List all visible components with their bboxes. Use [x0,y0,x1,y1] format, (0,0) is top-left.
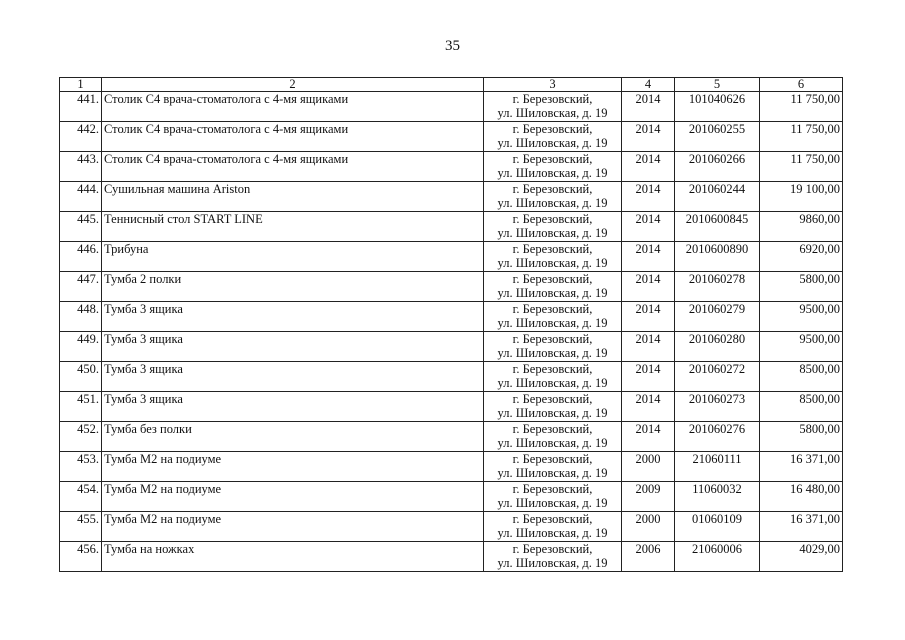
item-name: Сушильная машина Ariston [102,182,484,212]
inventory-number: 2010600845 [675,212,760,242]
address-street: ул. Шиловская, д. 19 [497,406,608,420]
row-number: 443. [60,152,102,182]
address-street: ул. Шиловская, д. 19 [497,286,608,300]
item-year: 2009 [622,482,675,512]
address-street: ул. Шиловская, д. 19 [497,196,608,210]
item-cost: 5800,00 [760,272,843,302]
address-street: ул. Шиловская, д. 19 [497,106,608,120]
address-city: г. Березовский, [512,392,593,406]
inventory-number: 201060272 [675,362,760,392]
item-address [484,152,622,182]
column-header-5: 5 [675,78,760,92]
address-city: г. Березовский, [512,152,593,166]
table-row [60,152,843,182]
row-number: 446. [60,242,102,272]
item-cost: 4029,00 [760,542,843,572]
item-address [484,482,622,512]
column-header-1: 1 [60,78,102,92]
item-cost: 8500,00 [760,392,843,422]
item-name: Столик С4 врача-стоматолога с 4-мя ящиками [102,152,484,182]
table-row [60,242,843,272]
inventory-number: 201060266 [675,152,760,182]
item-address [484,182,622,212]
table-body [60,92,843,572]
item-year: 2014 [622,212,675,242]
item-address [484,92,622,122]
address-city: г. Березовский, [512,542,593,556]
item-cost: 8500,00 [760,362,843,392]
item-name: Столик С4 врача-стоматолога с 4-мя ящиками [102,122,484,152]
table-row [60,272,843,302]
item-year: 2014 [622,122,675,152]
column-header-3: 3 [484,78,622,92]
header-row [60,78,843,92]
item-year: 2014 [622,92,675,122]
address-city: г. Березовский, [512,212,593,226]
inventory-number: 201060280 [675,332,760,362]
table-row [60,122,843,152]
address-street: ул. Шиловская, д. 19 [497,436,608,450]
item-cost: 11 750,00 [760,92,843,122]
table-header [60,78,843,92]
item-name: Трибуна [102,242,484,272]
address-street: ул. Шиловская, д. 19 [497,226,608,240]
table-row [60,332,843,362]
inventory-number: 201060278 [675,272,760,302]
inventory-number: 201060244 [675,182,760,212]
item-cost: 11 750,00 [760,122,843,152]
inventory-number: 21060111 [675,452,760,482]
address-city: г. Березовский, [512,272,593,286]
item-address [484,392,622,422]
item-year: 2006 [622,542,675,572]
row-number: 448. [60,302,102,332]
item-address [484,242,622,272]
address-street: ул. Шиловская, д. 19 [497,166,608,180]
item-cost: 6920,00 [760,242,843,272]
item-address [484,542,622,572]
page-number: 35 [445,38,460,54]
table-row [60,482,843,512]
item-year: 2000 [622,452,675,482]
address-city: г. Березовский, [512,122,593,136]
item-cost: 16 371,00 [760,452,843,482]
item-cost: 9860,00 [760,212,843,242]
address-street: ул. Шиловская, д. 19 [497,376,608,390]
item-year: 2014 [622,302,675,332]
item-address [484,452,622,482]
address-city: г. Березовский, [512,512,593,526]
item-year: 2014 [622,152,675,182]
item-name: Теннисный стол START LINE [102,212,484,242]
row-number: 450. [60,362,102,392]
address-street: ул. Шиловская, д. 19 [497,496,608,510]
address-city: г. Березовский, [512,182,593,196]
address-city: г. Березовский, [512,422,593,436]
address-street: ул. Шиловская, д. 19 [497,316,608,330]
column-header-6: 6 [760,78,843,92]
row-number: 444. [60,182,102,212]
item-name: Тумба 3 ящика [102,332,484,362]
column-header-4: 4 [622,78,675,92]
inventory-number: 21060006 [675,542,760,572]
table-row [60,452,843,482]
inventory-number: 201060276 [675,422,760,452]
item-address [484,212,622,242]
table-row [60,392,843,422]
table-row [60,362,843,392]
item-name: Тумба 3 ящика [102,392,484,422]
table-row [60,182,843,212]
item-address [484,362,622,392]
item-cost: 5800,00 [760,422,843,452]
item-address [484,122,622,152]
address-street: ул. Шиловская, д. 19 [497,466,608,480]
row-number: 447. [60,272,102,302]
inventory-number: 01060109 [675,512,760,542]
address-city: г. Березовский, [512,452,593,466]
item-name: Тумба М2 на подиуме [102,452,484,482]
row-number: 456. [60,542,102,572]
item-name: Тумба 3 ящика [102,302,484,332]
item-cost: 16 480,00 [760,482,843,512]
table-row [60,212,843,242]
table-row [60,422,843,452]
item-name: Тумба М2 на подиуме [102,512,484,542]
item-year: 2014 [622,332,675,362]
item-name: Столик С4 врача-стоматолога с 4-мя ящиками [102,92,484,122]
item-cost: 19 100,00 [760,182,843,212]
row-number: 453. [60,452,102,482]
item-name: Тумба 2 полки [102,272,484,302]
item-address [484,302,622,332]
item-year: 2014 [622,242,675,272]
item-name: Тумба 3 ящика [102,362,484,392]
item-address [484,422,622,452]
address-city: г. Березовский, [512,332,593,346]
item-name: Тумба М2 на подиуме [102,482,484,512]
inventory-number: 201060273 [675,392,760,422]
row-number: 442. [60,122,102,152]
inventory-number: 101040626 [675,92,760,122]
table-row [60,542,843,572]
item-year: 2014 [622,422,675,452]
inventory-number: 201060255 [675,122,760,152]
item-address [484,272,622,302]
address-street: ул. Шиловская, д. 19 [497,136,608,150]
address-street: ул. Шиловская, д. 19 [497,526,608,540]
item-cost: 9500,00 [760,302,843,332]
address-city: г. Березовский, [512,302,593,316]
inventory-table [59,77,843,572]
item-year: 2014 [622,392,675,422]
table-row [60,92,843,122]
inventory-number: 11060032 [675,482,760,512]
item-year: 2014 [622,272,675,302]
address-city: г. Березовский, [512,242,593,256]
row-number: 451. [60,392,102,422]
item-year: 2014 [622,182,675,212]
table-row [60,302,843,332]
row-number: 445. [60,212,102,242]
item-address [484,332,622,362]
inventory-number: 201060279 [675,302,760,332]
item-cost: 9500,00 [760,332,843,362]
item-year: 2000 [622,512,675,542]
item-name: Тумба на ножках [102,542,484,572]
inventory-number: 2010600890 [675,242,760,272]
address-street: ул. Шиловская, д. 19 [497,256,608,270]
item-year: 2014 [622,362,675,392]
item-cost: 16 371,00 [760,512,843,542]
row-number: 441. [60,92,102,122]
address-city: г. Березовский, [512,92,593,106]
table-row [60,512,843,542]
row-number: 452. [60,422,102,452]
row-number: 449. [60,332,102,362]
item-name: Тумба без полки [102,422,484,452]
row-number: 455. [60,512,102,542]
address-city: г. Березовский, [512,482,593,496]
address-city: г. Березовский, [512,362,593,376]
row-number: 454. [60,482,102,512]
address-street: ул. Шиловская, д. 19 [497,556,608,570]
item-cost: 11 750,00 [760,152,843,182]
address-street: ул. Шиловская, д. 19 [497,346,608,360]
column-header-2: 2 [102,78,484,92]
item-address [484,512,622,542]
